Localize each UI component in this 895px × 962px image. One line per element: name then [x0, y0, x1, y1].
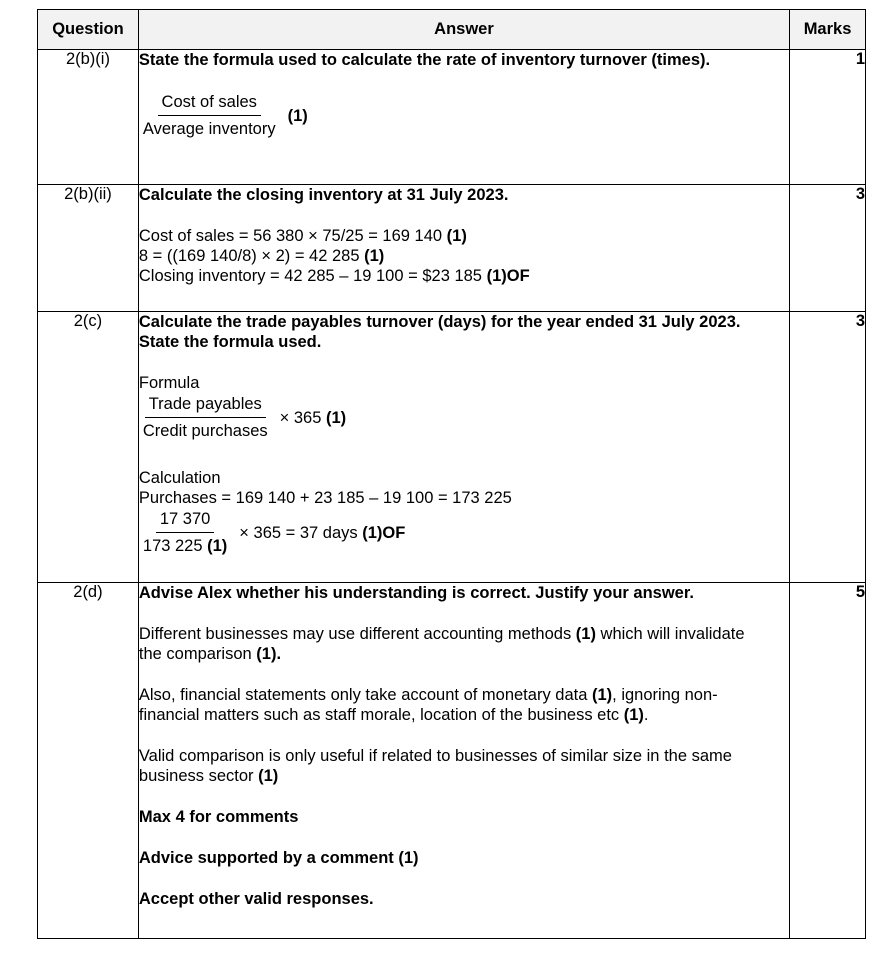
denominator-text: 173 225: [142, 537, 208, 555]
mark-award: (1): [486, 267, 507, 285]
calc-result: [239, 523, 405, 543]
fraction-denominator: [139, 533, 231, 557]
question-prompt: Calculate the closing inventory at 31 July 2023.: [138, 186, 509, 204]
marks-value: 1: [790, 50, 866, 185]
marks-value: 3: [790, 185, 866, 312]
text: which will invalidate the comparison: [138, 625, 745, 663]
mark-award: (1): [207, 537, 228, 555]
header-answer: Answer: [138, 10, 789, 50]
calculation-label: Calculation: [138, 469, 221, 487]
mark-award: (1).: [256, 645, 282, 663]
mark-award: (1): [623, 706, 644, 724]
answer-cell: [138, 185, 789, 312]
question-number: 2(b)(ii): [38, 185, 139, 312]
fraction-denominator: Average inventory: [142, 120, 276, 138]
own-figure-suffix: OF: [382, 523, 406, 542]
table-row: [38, 185, 866, 312]
header-row: [38, 10, 866, 50]
question-number: 2(d): [38, 583, 139, 939]
formula: [139, 91, 308, 140]
question-prompt: Calculate the trade payables turnover (days) for the year ended 31 July 2023. State the formula used.: [138, 313, 741, 351]
text: Also, financial statements only take account of monetary data: [138, 686, 592, 704]
formula-multiplier: [280, 408, 347, 428]
calc-text: 8 = ((169 140/8) × 2) = 42 285: [138, 247, 365, 265]
mark-award: (1): [362, 523, 383, 542]
table-row: [38, 50, 866, 185]
question-number: 2(c): [38, 312, 139, 583]
marking-note: Max 4 for comments: [138, 808, 299, 826]
mark-award: (1): [575, 625, 596, 643]
mark-award: (1): [325, 408, 347, 427]
text: Different businesses may use different accounting methods: [138, 625, 576, 643]
comment-paragraph: [139, 685, 789, 725]
calc-fraction: [139, 508, 405, 557]
mark-scheme-table: [37, 9, 866, 939]
text: .: [643, 706, 649, 724]
calculation-lines: [139, 226, 789, 286]
calc-line: [139, 266, 789, 286]
calc-line: [139, 226, 789, 246]
question-prompt: Advise Alex whether his understanding is correct. Justify your answer.: [138, 584, 694, 602]
answer-cell: [138, 50, 789, 185]
marks-value: 3: [790, 312, 866, 583]
text: Valid comparison is only useful if related to businesses of similar size in the same business sector: [138, 747, 732, 785]
fraction-numerator: Trade payables: [145, 393, 266, 418]
mark-award: (1): [258, 767, 279, 785]
marking-note: Advice supported by a comment (1): [138, 849, 419, 867]
marks-value: 5: [790, 583, 866, 939]
fraction-numerator: Cost of sales: [158, 91, 261, 116]
mark-award: (1): [591, 686, 613, 704]
comment-paragraph: [139, 746, 789, 786]
calc-text: Cost of sales = 56 380 × 75/25 = 169 140: [138, 227, 447, 245]
fraction: [139, 393, 272, 442]
fraction: [139, 91, 280, 140]
multiplier-text: × 365: [279, 408, 326, 427]
answer-cell: [138, 583, 789, 939]
text: , ignoring non-financial matters such as staff morale, location of the business etc: [138, 686, 718, 724]
header-marks: Marks: [790, 10, 866, 50]
header-question: Question: [38, 10, 139, 50]
calc-line: [139, 246, 789, 266]
fraction-denominator: Credit purchases: [142, 422, 268, 440]
formula: [139, 393, 346, 442]
own-figure-suffix: OF: [506, 267, 530, 285]
mark-award: (1): [364, 247, 385, 265]
answer-cell: [138, 312, 789, 583]
formula-label: Formula: [138, 374, 200, 392]
purchases-line: Purchases = 169 140 + 23 185 – 19 100 = 173 225: [138, 489, 512, 507]
marking-note: Accept other valid responses.: [138, 890, 374, 908]
mark-award: (1): [287, 106, 308, 125]
fraction: [139, 508, 231, 557]
fraction-numerator: 17 370: [156, 508, 214, 533]
comment-paragraph: [139, 624, 789, 664]
question-number: 2(b)(i): [38, 50, 139, 185]
question-prompt: State the formula used to calculate the rate of inventory turnover (times).: [138, 51, 711, 69]
table-row: [38, 312, 866, 583]
result-text: × 365 = 37 days: [239, 523, 363, 542]
table-row: [38, 583, 866, 939]
calc-text: Closing inventory = 42 285 – 19 100 = $23 185: [138, 267, 487, 285]
mark-award: (1): [446, 227, 467, 245]
